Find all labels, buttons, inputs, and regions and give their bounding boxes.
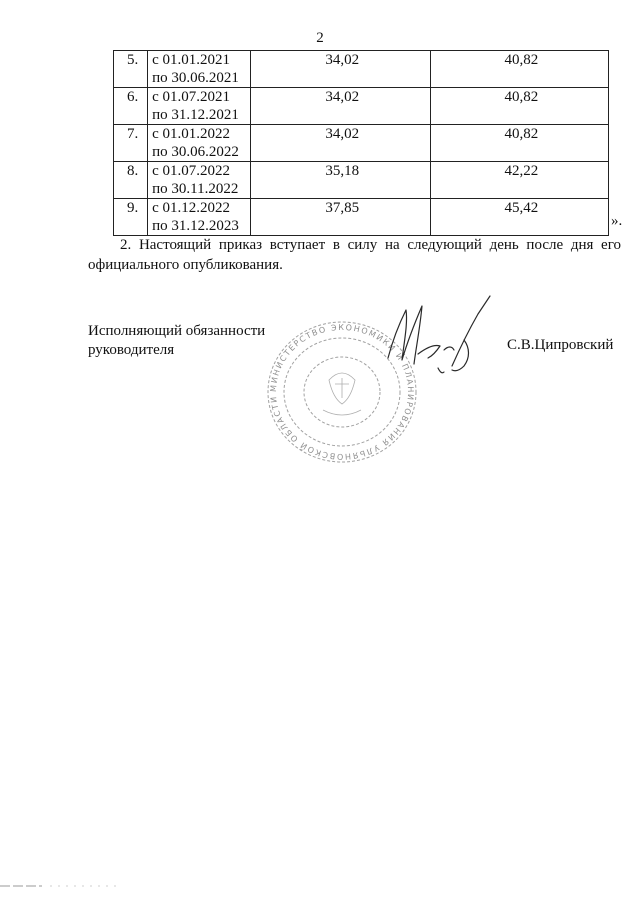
row-number: 9. [114, 199, 148, 236]
seal-text: МИНИСТЕРСТВО ЭКОНОМИКИ И ПЛАНИРОВАНИЯ УЛЬЯНОВСКОЙ ОБЛАСТИ [268, 322, 416, 462]
effective-date-paragraph: 2. Настоящий приказ вступает в силу на следующий день после дня его официального опубликования. [88, 237, 621, 273]
table-row [114, 51, 609, 88]
row-number: 8. [114, 162, 148, 199]
row-value-2: 40,82 [430, 51, 608, 88]
handwritten-signature-icon [378, 288, 503, 378]
row-number: 5. [114, 51, 148, 88]
row-period [148, 51, 251, 88]
signatory-title-line-2: руководителя [88, 342, 175, 358]
period-from: с 01.07.2021 [152, 89, 231, 105]
period-from: с 01.12.2022 [152, 200, 231, 216]
signatory-title-line-1: Исполняющий обязанности [88, 323, 266, 339]
row-value-2: 40,82 [430, 125, 608, 162]
row-value-1: 35,18 [250, 162, 430, 199]
page-number: 2 [316, 30, 324, 46]
signatory-title [88, 322, 265, 360]
closing-quote: ». [611, 213, 623, 229]
row-value-1: 34,02 [250, 88, 430, 125]
row-value-2: 40,82 [430, 88, 608, 125]
row-number: 7. [114, 125, 148, 162]
period-from: с 01.07.2022 [152, 163, 231, 179]
row-period [148, 162, 251, 199]
table-row [114, 199, 609, 236]
row-period [148, 88, 251, 125]
period-to: по 31.12.2023 [152, 218, 239, 234]
table-row [114, 125, 609, 162]
scan-artifact [0, 883, 140, 889]
row-period [148, 199, 251, 236]
row-value-1: 34,02 [250, 51, 430, 88]
period-to: по 30.06.2021 [152, 70, 239, 86]
row-value-1: 34,02 [250, 125, 430, 162]
signatory-name: С.В.Ципровский [507, 337, 614, 353]
row-number: 6. [114, 88, 148, 125]
row-value-2: 42,22 [430, 162, 608, 199]
period-to: по 31.12.2021 [152, 107, 239, 123]
table-row [114, 88, 609, 125]
period-from: с 01.01.2021 [152, 52, 231, 68]
row-period [148, 125, 251, 162]
table-row [114, 162, 609, 199]
tariff-table [113, 50, 609, 236]
period-to: по 30.06.2022 [152, 144, 239, 160]
period-to: по 30.11.2022 [152, 181, 239, 197]
row-value-2: 45,42 [430, 199, 608, 236]
row-value-1: 37,85 [250, 199, 430, 236]
period-from: с 01.01.2022 [152, 126, 231, 142]
